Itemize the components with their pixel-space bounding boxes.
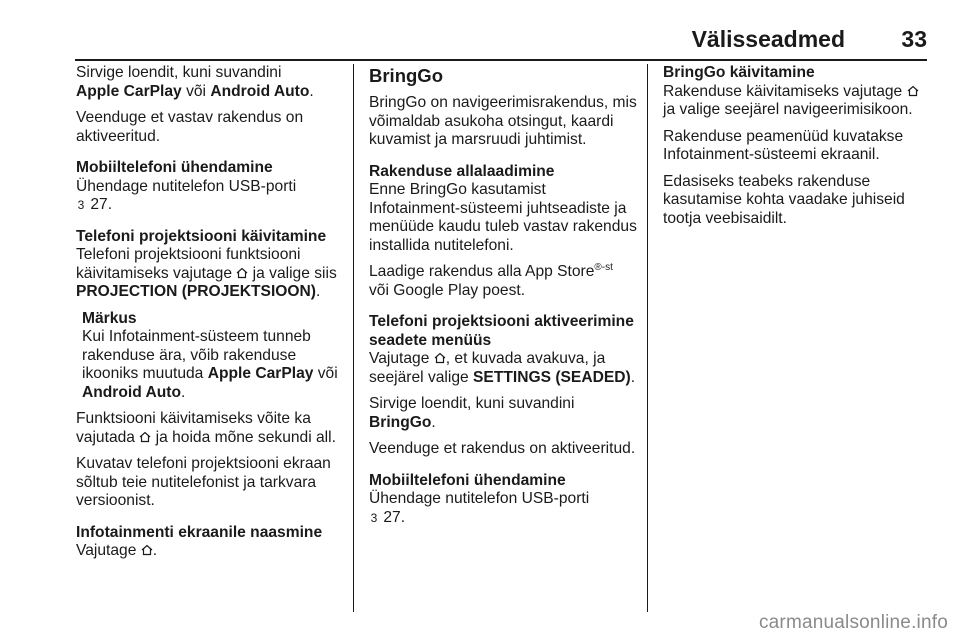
paragraph: Veenduge et rakendus on aktiveeritud. <box>369 440 636 457</box>
home-icon <box>434 352 446 364</box>
page-number: 33 <box>901 26 927 52</box>
paragraph: Ühendage nutitelefon USB-porti 3 27. <box>76 177 297 213</box>
paragraph: Veenduge et vastav rakendus on aktiveeritud. <box>76 109 304 145</box>
subheading: BringGo käivitamine <box>663 64 815 81</box>
section-title: Välisseadmed <box>691 26 845 52</box>
paragraph: Edasiseks teabeks rakenduse kasutamise kohta vaadake juhiseid tootja veebisaidilt. <box>663 172 905 227</box>
home-icon <box>141 544 153 556</box>
home-icon <box>139 431 151 443</box>
column-divider <box>647 64 648 612</box>
note-box: Märkus Kui Infotainment-süsteem tunneb rakenduse ära, võib rakenduse ikooniks muutuda Apple CarPlay või Android Auto. <box>76 310 346 403</box>
subheading: Infotainmenti ekraanile naasmine <box>76 523 323 541</box>
home-icon <box>907 85 919 97</box>
paragraph: Funktsiooni käivitamiseks võite ka vajutada ja hoida mõne sekundi all. <box>76 410 336 446</box>
subheading: Telefoni projektsiooni käivitamine <box>76 227 327 245</box>
home-icon <box>236 267 248 279</box>
watermark: carmanualsonline.info <box>758 612 948 633</box>
column-1 <box>76 64 346 569</box>
paragraph: Sirvige loendit, kuni suvandini Apple CarPlay või Android Auto. <box>76 64 314 100</box>
paragraph: Laadige rakendus alla App Store$^{®-st}$ või Google Play poest. <box>369 261 613 299</box>
subheading: Mobiiltelefoni ühendamine <box>369 471 566 489</box>
page-header <box>75 26 927 56</box>
column-3 <box>663 64 929 236</box>
paragraph: Ühendage nutitelefon USB-porti 3 27. <box>369 490 590 526</box>
reference-arrow-icon: 3 <box>77 198 85 212</box>
subheading: Rakenduse allalaadimine <box>369 162 555 180</box>
note-title: Märkus <box>82 309 137 327</box>
column-2 <box>369 64 637 535</box>
paragraph: Rakenduse käivitamiseks vajutage ja valige seejärel navigeerimisikoon. <box>663 83 929 120</box>
paragraph: Enne BringGo kasutamist Infotainment-süsteemi juhtseadiste ja menüüde kaudu tuleb vastav rakendus installida nutitelefoni. <box>369 181 637 254</box>
paragraph: Sirvige loendit, kuni suvandini BringGo. <box>369 395 575 431</box>
reference-arrow-icon: 3 <box>370 510 378 525</box>
paragraph: Vajutage , et kuvada avakuva, ja seejärel valige SETTINGS (SEADED). <box>369 350 636 386</box>
section-heading: BringGo <box>369 65 443 86</box>
paragraph: Rakenduse peamenüüd kuvatakse Infotainment-süsteemi ekraanil. <box>663 127 904 163</box>
paragraph: Telefoni projektsiooni funktsiooni käivitamiseks vajutage ja valige siis PROJECTION (PROJEKTSIOON). <box>76 246 337 300</box>
paragraph: BringGo on navigeerimisrakendus, mis võimaldab asukoha otsingut, kaardi kuvamist ja marsruudi juhtimist. <box>369 94 637 148</box>
subheading: Mobiiltelefoni ühendamine <box>76 159 273 176</box>
paragraph: Vajutage . <box>76 542 158 559</box>
header-rule <box>75 59 927 61</box>
column-divider <box>353 64 354 612</box>
subheading: Telefoni projektsiooni aktiveerimine seadete menüüs <box>369 313 634 349</box>
paragraph: Kuvatav telefoni projektsiooni ekraan sõltub teie nutitelefonist ja tarkvara versioonist. <box>76 455 331 509</box>
